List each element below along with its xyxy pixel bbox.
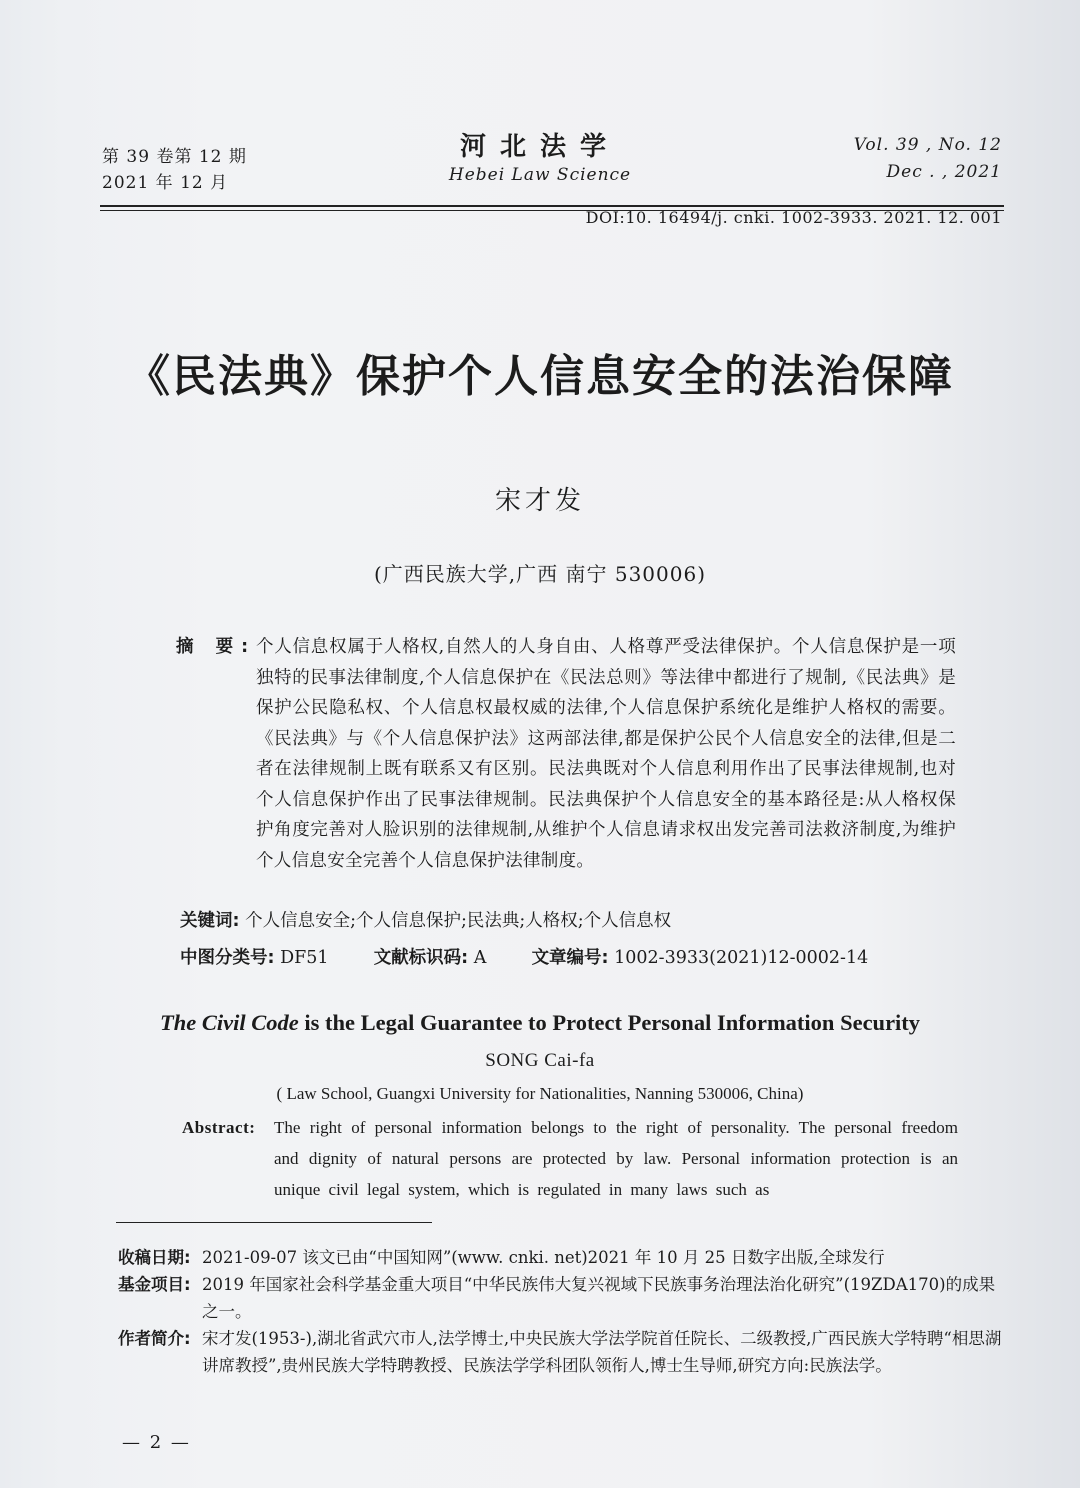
keywords [180,907,671,932]
footnote-rule [116,1222,432,1223]
affiliation-en: ( Law School, Guangxi University for Nationalities, Nanning 530006, China) [276,1084,804,1103]
footnote-received-text: 2021-09-07 该文已由“中国知网”(www. cnki. net)2021 年 10 月 25 日数字出版,全球发行 [202,1248,885,1267]
author-cn: 宋才发 [494,486,585,516]
footnote-author [118,1325,1008,1379]
clc-value: DF51 [280,948,329,968]
article-no-label: 文章编号: [531,948,609,968]
footnote-fund [118,1271,1008,1325]
footnote-received-label: 收稿日期: [118,1248,191,1267]
footnote-received [118,1244,1008,1271]
footnotes [118,1244,1008,1379]
abstract-en-label: Abstract: [182,1118,256,1137]
keywords-label: 关键词: [180,911,240,931]
abstract-cn [176,632,956,876]
journal-name-cn: 河北法学 [459,132,620,162]
keywords-text: 个人信息安全;个人信息保护;民法典;人格权;个人信息权 [245,911,672,931]
clc-label: 中图分类号: [180,948,275,968]
footnote-fund-label: 基金项目: [118,1275,191,1294]
title-en-rest: is the Legal Guarantee to Protect Personal Information Security [298,1010,921,1035]
issue-info-en [854,132,1002,186]
doc-code-label: 文献标识码: [373,948,469,968]
page-number: — 2 — [122,1432,191,1453]
journal-name-en: Hebei Law Science [448,165,632,185]
article-title-en [0,1010,1080,1036]
footnote-author-text: 宋才发(1953-),湖北省武穴市人,法学博士,中央民族大学法学院首任院长、二级教授,广西民族大学特聘“相思湖讲席教授”,贵州民族大学特聘教授、民族法学学科团队领衔人,博士生导师,研究方向:民族法学。 [202,1329,1002,1375]
volume-en: Vol. 39 , No. 12 [853,135,1002,155]
header-rule-thick [100,205,1004,207]
article-title-cn: 《民法典》保护个人信息安全的法治保障 [126,351,954,402]
footnote-fund-text: 2019 年国家社会科学基金重大项目“中华民族伟大复兴视域下民族事务治理法治化研究”(19ZDA170)的成果之一。 [202,1275,996,1321]
abstract-en [182,1112,958,1205]
footnote-author-label: 作者简介: [118,1329,191,1348]
title-en-italic: The Civil Code [159,1010,299,1035]
date-en: Dec . , 2021 [886,162,1002,182]
doc-code-value: A [473,948,487,968]
abstract-cn-label: 摘 要: [176,637,257,657]
abstract-en-text: The right of personal information belongs to the right of personality. The personal freedom and dignity of natural persons are protected by law. Personal information protection is an unique civil legal system, which is regulated in many laws such as [274,1118,958,1199]
author-en: SONG Cai-fa [485,1050,595,1071]
date-cn: 2021 年 12 月 [102,173,229,193]
doi: DOI:10. 16494/j. cnki. 1002-3933. 2021. 12. 001 [585,208,1002,227]
abstract-cn-text: 个人信息权属于人格权,自然人的人身自由、人格尊严受法律保护。个人信息保护是一项独特的民事法律制度,个人信息保护在《民法总则》等法律中都进行了规制,《民法典》是保护公民隐私权、个人信息权最权威的法律,个人信息保护系统化是维护人格权的需要。《民法典》与《个人信息保护法》这两部法律,都是保护公民个人信息安全的法律,但是二者在法律规制上既有联系又有区别。民法典既对个人信息利用作出了民事法律规制,也对个人信息保护作出了民事法律规制。民法典保护个人信息安全的基本路径是:从人格权保护角度完善对人脸识别的法律规制,从维护个人信息请求权出发完善司法救济制度,为维护个人信息安全完善个人信息保护法律制度。 [256,637,956,871]
volume-cn: 第 39 卷第 12 期 [102,147,247,167]
affiliation-cn: (广西民族大学,广西 南宁 530006) [373,562,707,586]
classification-line [180,944,868,969]
article-no-value: 1002-3933(2021)12-0002-14 [614,948,869,968]
